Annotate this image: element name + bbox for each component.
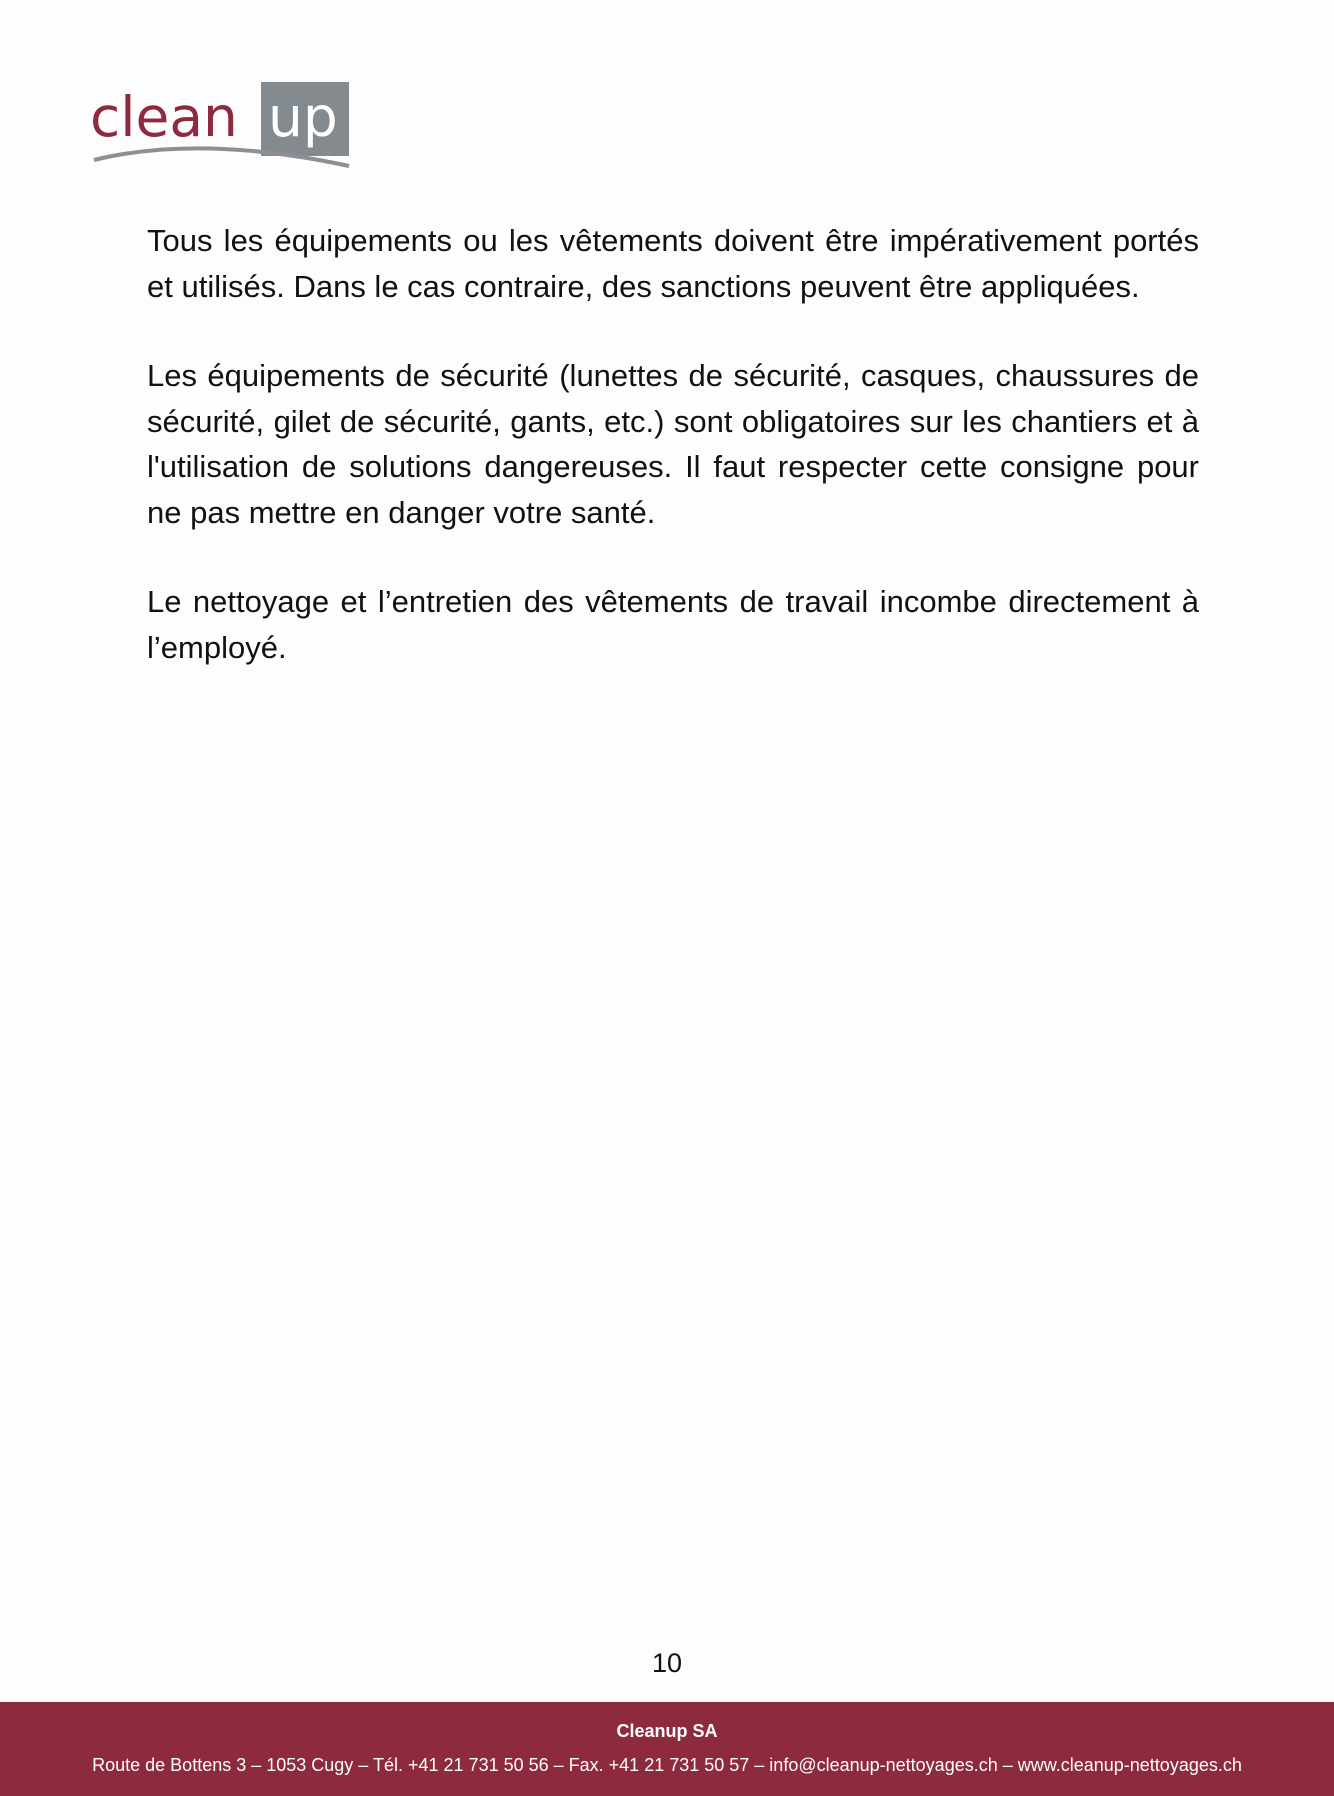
paragraph-equipment-obligation: Tous les équipements ou les vêtements doivent être impérativement portés et utilisés. Dans le cas contraire, des sanctions peuvent être appliquées. (147, 223, 1199, 304)
page-number: 10 (651, 1648, 683, 1678)
paragraph-safety-equipment: Les équipements de sécurité (lunettes de sécurité, casques, chaussures de sécurité, gilet de sécurité, gants, etc.) sont obligatoires sur les chantiers et à l'utilisation de solutions dangereuses. Il faut respecter cette consigne pour ne pas mettre en danger votre santé. (147, 358, 1199, 530)
logo-word-clean: clean (90, 85, 238, 149)
paragraph-clothing-maintenance: Le nettoyage et l’entretien des vêtements de travail incombe directement à l’employé. (147, 584, 1199, 665)
logo-graphic (90, 80, 352, 176)
cleanup-logo (90, 80, 352, 176)
document-body (147, 218, 1199, 714)
logo-word-up: up (268, 85, 338, 149)
footer-contact-line: Route de Bottens 3 – 1053 Cugy – Tél. +41 21 731 50 56 – Fax. +41 21 731 50 57 – info@cleanup-nettoyages.ch – www.cleanup-nettoyages.ch (92, 1755, 1242, 1775)
footer-company-name: Cleanup SA (616, 1721, 718, 1741)
footer-bar (0, 1702, 1334, 1796)
